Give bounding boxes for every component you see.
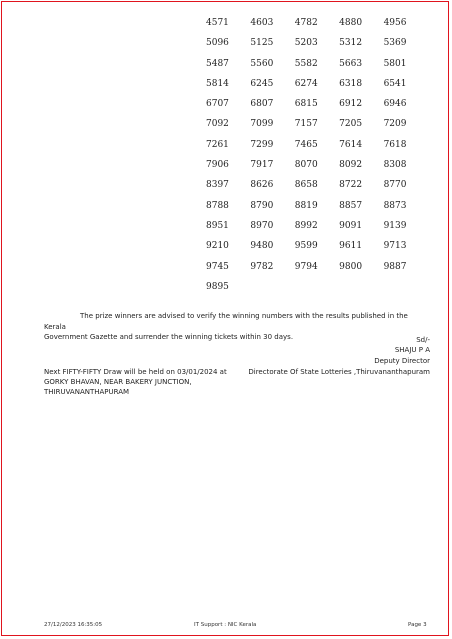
winning-number: 9794	[294, 261, 318, 272]
winning-number: 5125	[250, 38, 274, 49]
winning-number: 7261	[206, 139, 229, 150]
footer-timestamp: 27/12/2023 16:35:05	[44, 622, 103, 628]
winning-number: 7906	[206, 160, 229, 171]
winning-number: 6318	[339, 78, 363, 89]
winning-number: 6541	[383, 78, 407, 89]
footer-page-number: Page 3	[408, 622, 427, 628]
winning-number: 9210	[206, 241, 229, 252]
winning-number: 9139	[383, 220, 407, 231]
winning-number: 8070	[294, 160, 318, 171]
winning-number: 8788	[206, 200, 229, 211]
winning-number: 6807	[250, 99, 274, 110]
winning-number: 5814	[206, 78, 229, 89]
signatory-name: SHAJU P A	[394, 346, 430, 354]
prize-notice	[44, 311, 432, 343]
winning-number: 5312	[339, 38, 363, 49]
winning-number: 9480	[250, 241, 274, 252]
winning-number: 7209	[383, 119, 407, 130]
winning-number: 8092	[339, 160, 363, 171]
winning-number: 8992	[294, 220, 318, 231]
winning-number: 8857	[339, 200, 363, 211]
winning-number: 5487	[206, 58, 229, 69]
winning-number: 7157	[294, 119, 318, 130]
winning-number: 7099	[250, 119, 274, 130]
winning-number: 8397	[206, 180, 229, 191]
winning-number: 4782	[294, 18, 318, 28]
winning-number: 9895	[206, 281, 229, 292]
winning-number: 5096	[206, 38, 229, 49]
winning-number: 7465	[294, 139, 318, 150]
winning-number: 9887	[383, 261, 407, 272]
winning-number: 8722	[339, 180, 363, 191]
winning-number: 9091	[339, 220, 363, 231]
notice-line-1: The prize winners are advised to verify the winning numbers with the results published in the Kerala	[44, 312, 408, 331]
footer-support: IT Support : NIC Kerala	[194, 622, 257, 628]
winning-number: 8308	[383, 160, 407, 171]
winning-number: 5369	[383, 38, 407, 49]
winning-number: 5203	[294, 38, 318, 49]
winning-number: 8626	[250, 180, 274, 191]
winning-number: 5801	[383, 58, 407, 69]
winning-number: 5560	[250, 58, 274, 69]
winning-number: 6274	[294, 78, 318, 89]
winning-number: 9782	[250, 261, 274, 272]
winning-number: 6245	[250, 78, 274, 89]
winning-number: 9713	[383, 241, 407, 252]
winning-number: 7299	[250, 139, 274, 150]
winning-number: 6707	[206, 99, 229, 110]
winning-number: 7205	[339, 119, 363, 130]
winning-number: 7614	[339, 139, 363, 150]
winning-number: 4880	[339, 18, 363, 28]
next-draw-notice: Next FIFTY-FIFTY Draw will be held on 03/01/2024 at	[44, 368, 227, 376]
winning-number: 4956	[383, 18, 407, 28]
winning-numbers-grid	[206, 13, 428, 297]
signatory-office: Directorate Of State Lotteries ,Thiruvananthapuram	[248, 368, 430, 376]
winning-number: 8658	[294, 180, 318, 191]
winning-number: 8819	[294, 200, 318, 211]
winning-number: 8873	[383, 200, 407, 211]
winning-number: 4571	[206, 18, 229, 28]
winning-number: 8770	[383, 180, 407, 191]
winning-number: 5663	[339, 58, 363, 69]
winning-number: 7917	[250, 160, 274, 171]
winning-number: 8970	[250, 220, 274, 231]
winning-number: 9599	[294, 241, 318, 252]
winning-number: 8951	[206, 220, 229, 231]
signatory-designation: Deputy Director	[374, 357, 430, 365]
winning-number: 7092	[206, 119, 229, 130]
signature-sd: Sd/-	[416, 336, 430, 344]
winning-number: 4603	[250, 18, 274, 28]
next-draw-city: THIRUVANANTHAPURAM	[44, 388, 130, 396]
winning-number: 6946	[383, 99, 407, 110]
winning-number: 5582	[294, 58, 318, 69]
winning-number: 9745	[206, 261, 229, 272]
next-draw-venue: GORKY BHAVAN, NEAR BAKERY JUNCTION,	[44, 378, 192, 386]
winning-number: 9611	[339, 241, 363, 252]
winning-number: 6815	[294, 99, 318, 110]
notice-line-2: Government Gazette and surrender the winning tickets within 30 days.	[44, 333, 294, 341]
winning-number: 9800	[339, 261, 363, 272]
winning-number: 8790	[250, 200, 274, 211]
winning-number: 7618	[383, 139, 407, 150]
winning-number: 6912	[339, 99, 363, 110]
